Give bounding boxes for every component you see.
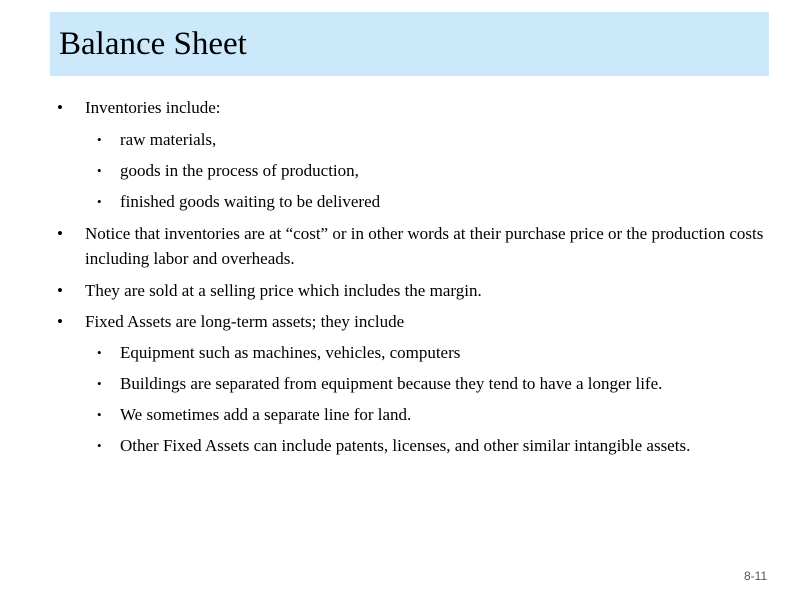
bullet-item-inventories xyxy=(57,95,765,120)
sub-bullet-other-fixed-assets xyxy=(97,433,760,458)
sub-bullet-raw-materials xyxy=(97,127,800,152)
bullet-marker: • xyxy=(97,438,102,453)
bullet-marker: • xyxy=(57,224,63,243)
bullet-marker: • xyxy=(97,163,102,178)
sub-bullet-land xyxy=(97,402,800,427)
bullet-text: Inventories include: xyxy=(85,98,221,117)
sub-bullet-buildings xyxy=(97,371,780,396)
bullet-text: Buildings are separated from equipment because they tend to have a longer life. xyxy=(120,374,663,393)
sub-bullet-goods-in-process xyxy=(97,158,800,183)
bullet-text: finished goods waiting to be delivered xyxy=(120,192,381,211)
bullet-item-selling-price xyxy=(57,278,765,303)
bullet-marker: • xyxy=(57,98,63,117)
sub-bullet-equipment xyxy=(97,340,800,365)
bullet-text: Fixed Assets are long-term assets; they include xyxy=(85,312,405,331)
bullet-text: Equipment such as machines, vehicles, computers xyxy=(120,343,461,362)
slide-title: Balance Sheet xyxy=(59,26,247,62)
slide-number: 8-11 xyxy=(744,569,768,583)
bullet-item-cost-notice xyxy=(57,221,765,271)
bullet-marker: • xyxy=(57,312,63,331)
bullet-text: goods in the process of production, xyxy=(120,161,359,180)
sub-bullet-finished-goods xyxy=(97,189,800,214)
bullet-text: raw materials, xyxy=(120,130,217,149)
bullet-text: We sometimes add a separate line for land. xyxy=(120,405,412,424)
bullet-marker: • xyxy=(97,132,102,147)
bullet-text: Notice that inventories are at “cost” or in other words at their purchase price or the production costs including labor and overheads. xyxy=(85,224,764,268)
bullet-item-fixed-assets xyxy=(57,309,765,334)
bullet-text: Other Fixed Assets can include patents, licenses, and other similar intangible assets. xyxy=(120,436,691,455)
bullet-marker: • xyxy=(97,376,102,391)
bullet-text: They are sold at a selling price which includes the margin. xyxy=(85,281,482,300)
bullet-marker: • xyxy=(57,281,63,300)
bullet-marker: • xyxy=(97,194,102,209)
bullet-marker: • xyxy=(97,345,102,360)
bullet-marker: • xyxy=(97,407,102,422)
